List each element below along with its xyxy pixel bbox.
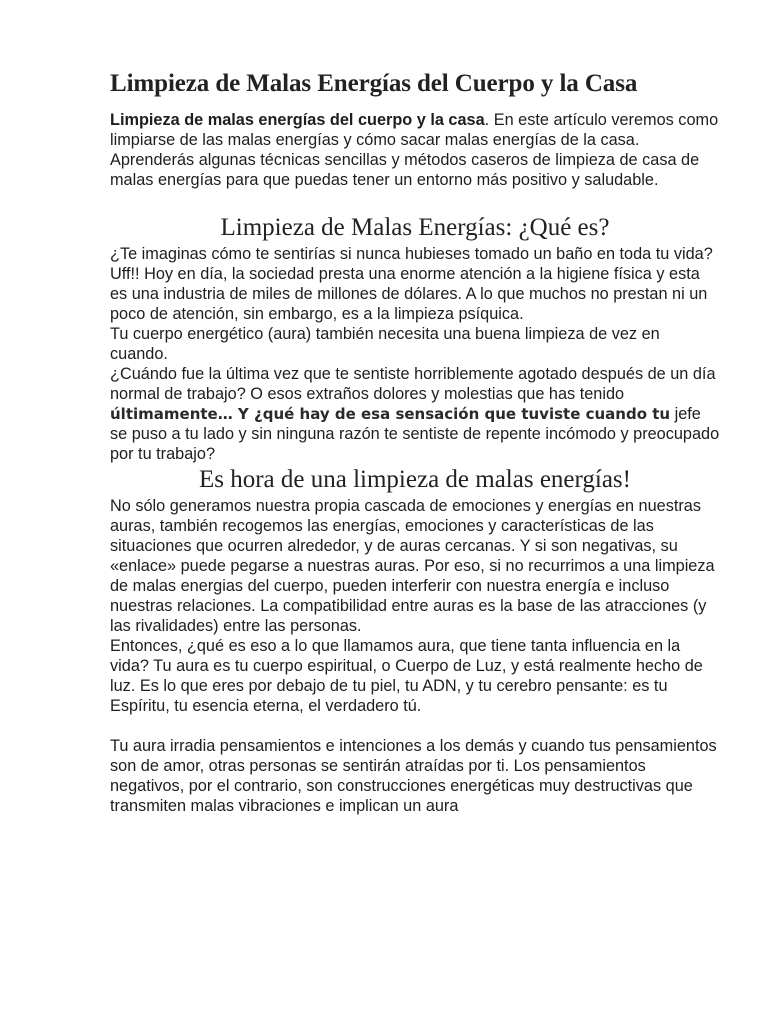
intro-text: . En este artículo veremos como limpiarse de las malas energías y cómo sacar malas energías de la casa. Aprenderás algunas técnicas sencillas y métodos caseros de limpieza de casa de malas energías para que puedas tener un entorno más positivo y saludable. <box>110 111 719 189</box>
section1-p3-start: ¿Cuándo fue la última vez que te sentiste horriblemente agotado después de un día normal de trabajo? O esos extraños dolores y molestias que has tenido <box>110 365 716 403</box>
section1-paragraph-1: ¿Te imaginas cómo te sentirías si nunca hubieses tomado un baño en toda tu vida? Uff!! Hoy en día, la sociedad presta una enorme atención a la higiene física y esta es una industria de miles de millones de dólares. A lo que muchos no prestan ni un poco de atención, sin embargo, es a la limpieza psíquica. <box>110 245 713 323</box>
document-page <box>110 66 720 816</box>
paragraph-spacer <box>110 716 720 736</box>
section2-paragraph-1: No sólo generamos nuestra propia cascada de emociones y energías en nuestras auras, también recogemos las energías, emociones y características de las situaciones que ocurren alrededor, y de auras cercanas. Y si son negativas, su «enlace» puede pegarse a nuestras auras. Por eso, si no recurrimos a una limpieza de malas energias del cuerpo, pueden interferir con nuestra energía e incluso nuestras relaciones. La compatibilidad entre auras es la base de las atracciones (y las rivalidades) entre las personas. <box>110 497 715 635</box>
section2-paragraph-3: Tu aura irradia pensamientos e intenciones a los demás y cuando tus pensamientos son de amor, otras personas se sentirán atraídas por ti. Los pensamientos negativos, por el contrario, son construcciones energéticas muy destructivas que transmiten malas vibraciones e implican un aura <box>110 737 717 815</box>
section1-paragraph-3 <box>110 364 720 464</box>
section1-paragraph-2: Tu cuerpo energético (aura) también necesita una buena limpieza de vez en cuando. <box>110 325 660 363</box>
intro-bold-lead: Limpieza de malas energías del cuerpo y la casa <box>110 111 485 129</box>
section1-p3-alt: últimamente… Y ¿qué hay de esa sensación que tuviste cuando tu <box>110 405 671 423</box>
section-heading-que-es: Limpieza de Malas Energías: ¿Qué es? <box>220 214 610 241</box>
document-title: Limpieza de Malas Energías del Cuerpo y la Casa <box>110 70 638 97</box>
section2-paragraph-2: Entonces, ¿qué es eso a lo que llamamos aura, que tiene tanta influencia en la vida? Tu aura es tu cuerpo espiritual, o Cuerpo de Luz, y está realmente hecho de luz. Es lo que eres por debajo de tu piel, tu ADN, y tu cerebro pensante: es tu Espíritu, tu esencia eterna, el verdadero tú. <box>110 637 703 715</box>
intro-paragraph <box>110 110 720 190</box>
section1-p3-end: jefe se puso a tu lado y sin ninguna razón te sentiste de repente incómodo y preocupado por tu trabajo? <box>110 405 720 463</box>
section-heading-limpieza: Es hora de una limpieza de malas energías! <box>198 466 631 493</box>
